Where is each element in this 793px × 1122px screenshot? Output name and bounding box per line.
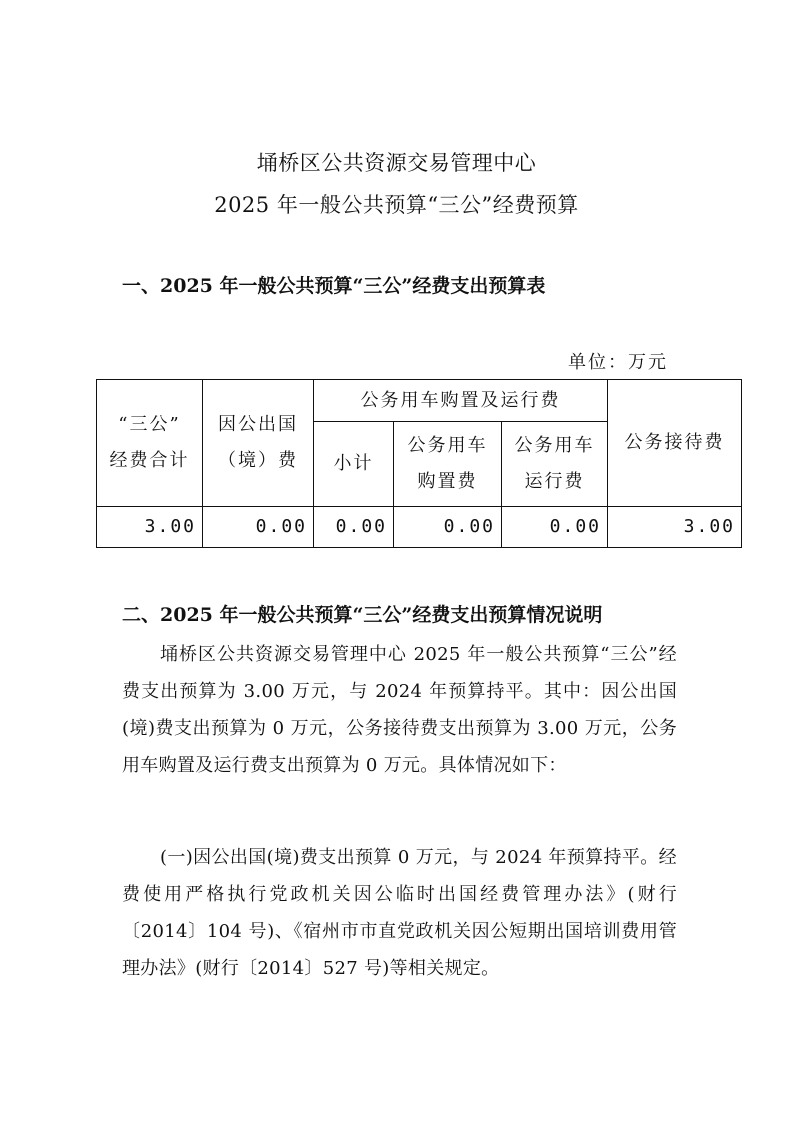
header-total-line2: 经费合计 (109, 450, 190, 471)
section2-heading: 二、2025 年一般公共预算“三公”经费支出预算情况说明 (122, 604, 603, 626)
document-title-line1: 埇桥区公共资源交易管理中心 (256, 151, 537, 175)
header-total-line1: “三公” (118, 414, 181, 435)
table-row (97, 507, 742, 548)
paragraph-summary-text: 埇桥区公共资源交易管理中心 2025 年一般公共预算“三公”经费支出预算为 3.00 万元，与 2024 年预算持平。其中：因公出国(境)费支出预算为 0 万元，公务接待费支出预算为 3.00 万元，公务用车购置及运行费支出预算为 0 万元。具体情况如下： (122, 644, 677, 776)
document-title-line2: 2025 年一般公共预算“三公”经费预算 (214, 193, 579, 217)
value-reception: 3.00 (608, 507, 742, 548)
header-abroad-line2: （境）费 (218, 450, 298, 471)
value-abroad: 0.00 (203, 507, 314, 548)
unit-label: 单位：万元 (568, 352, 668, 373)
header-operation-line1: 公务用车 (514, 435, 595, 456)
header-subtotal: 小计 (314, 422, 394, 507)
header-abroad-line1: 因公出国 (218, 414, 298, 435)
value-operation: 0.00 (502, 507, 608, 548)
paragraph-abroad-expense-text: (一)因公出国(境)费支出预算 0 万元，与 2024 年预算持平。经费使用严格执行党政机关因公临时出国经费管理办法》(财行〔2014〕104 号)、《宿州市市直党政机关因公短期出国培训费用管理办法》(财行〔2014〕527 号)等相关规定。 (122, 847, 677, 979)
value-subtotal: 0.00 (314, 507, 394, 548)
budget-table (96, 379, 742, 548)
header-purchase-line2: 购置费 (417, 471, 478, 492)
header-total (97, 380, 203, 507)
value-total: 3.00 (97, 507, 203, 548)
header-reception: 公务接待费 (608, 380, 742, 507)
section1-heading: 一、2025 年一般公共预算“三公”经费支出预算表 (122, 275, 546, 297)
header-purchase-line1: 公务用车 (407, 435, 488, 456)
header-abroad (203, 380, 314, 507)
paragraph-abroad-expense (122, 839, 677, 987)
header-operation (502, 422, 608, 507)
header-purchase (394, 422, 502, 507)
header-vehicle-group: 公务用车购置及运行费 (314, 380, 608, 422)
value-purchase: 0.00 (394, 507, 502, 548)
paragraph-summary (122, 636, 677, 784)
header-operation-line2: 运行费 (524, 471, 585, 492)
